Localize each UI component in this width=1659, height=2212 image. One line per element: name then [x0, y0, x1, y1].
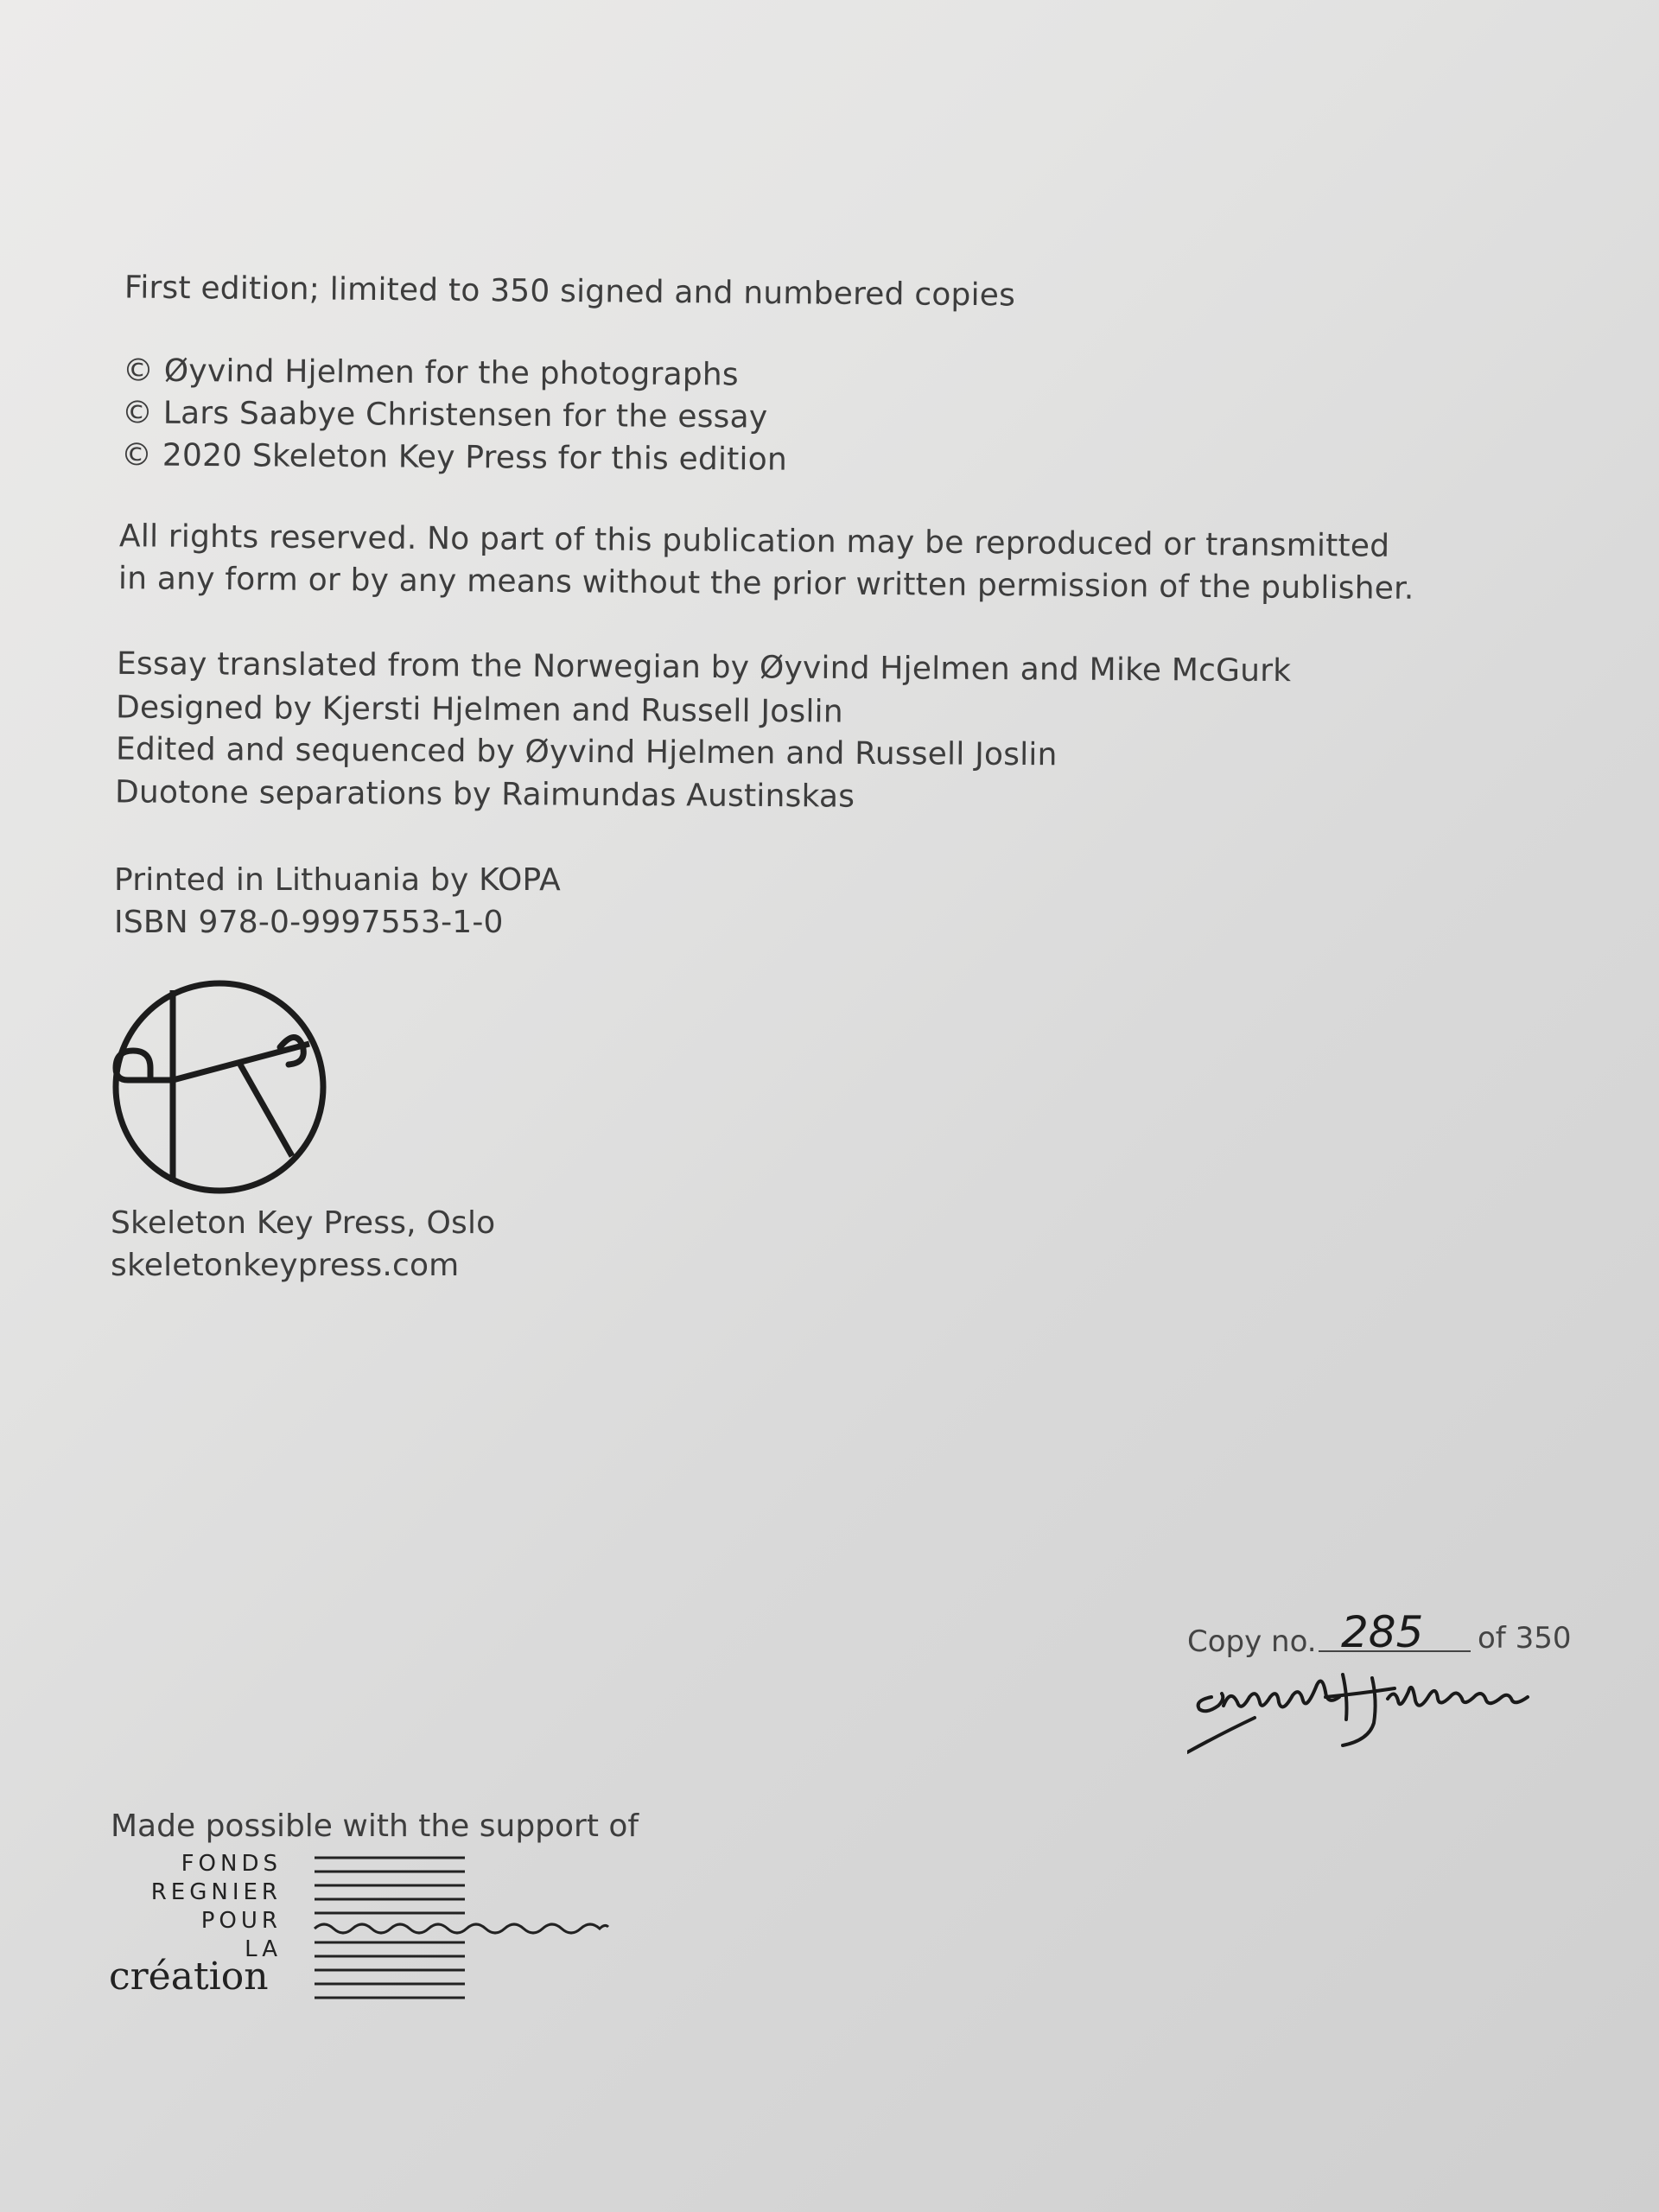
credit-editing: Edited and sequenced by Øyvind Hjelmen and Russell Joslin — [115, 731, 1058, 773]
rights-line-1: All rights reserved. No part of this publication may be reproduced or transmitted — [118, 518, 1390, 564]
edition-statement: First edition; limited to 350 signed and numbered copies — [124, 270, 1016, 314]
fonds-line-1: FONDS — [181, 1851, 282, 1877]
fonds-line-5: création — [109, 1955, 269, 1999]
copy-number-block — [1187, 1607, 1572, 1763]
isbn-line: ISBN 978-0-9997553-1-0 — [114, 905, 504, 940]
fonds-line-4: LA — [245, 1936, 282, 1962]
skeleton-key-press-logo — [111, 978, 328, 1196]
copy-suffix: of 350 — [1478, 1621, 1572, 1656]
copy-number-handwritten: 285 — [1341, 1607, 1424, 1657]
credit-translation: Essay translated from the Norwegian by Øyvind Hjelmen and Mike McGurk — [116, 645, 1292, 690]
publisher-website[interactable]: skeletonkeypress.com — [111, 1248, 460, 1283]
fonds-regnier-logo-lines — [313, 1854, 615, 2001]
copyright-edition: © 2020 Skeleton Key Press for this edition — [120, 437, 788, 478]
printer-line: Printed in Lithuania by KOPA — [114, 862, 561, 898]
credit-duotone: Duotone separations by Raimundas Austinskas — [114, 774, 855, 815]
copyright-photographs: © Øyvind Hjelmen for the photographs — [122, 353, 739, 393]
handwritten-signature — [1187, 1662, 1567, 1758]
publisher-name: Skeleton Key Press, Oslo — [111, 1205, 496, 1241]
credit-design: Designed by Kjersti Hjelmen and Russell Joslin — [115, 690, 843, 730]
support-label: Made possible with the support of — [111, 1808, 639, 1844]
rights-line-2: in any form or by any means without the prior written permission of the publisher. — [118, 561, 1414, 607]
fonds-line-3: POUR — [200, 1908, 282, 1934]
fonds-line-2: REGNIER — [150, 1879, 282, 1905]
copy-prefix: Copy no. — [1187, 1624, 1317, 1659]
copyright-essay: © Lars Saabye Christensen for the essay — [121, 395, 768, 435]
